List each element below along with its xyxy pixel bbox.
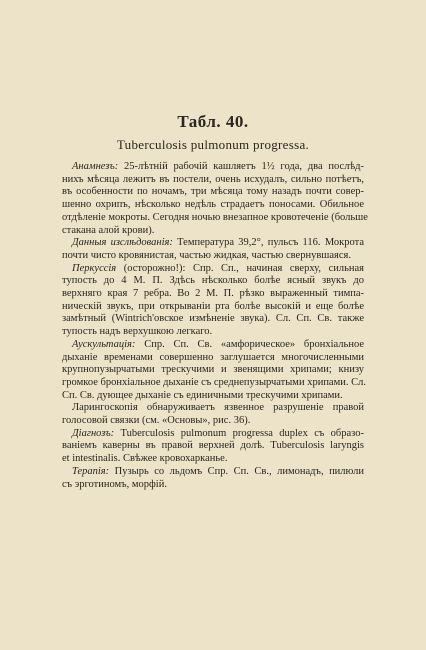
text-line: [62, 377, 364, 390]
text-line: [62, 174, 364, 187]
text-line: [62, 250, 364, 263]
line-text: громкое бронхiальное дыханiе съ среднепузырчатыми хрипами. Сл.: [62, 376, 366, 388]
text-line: [62, 288, 364, 301]
line-text: дыханiе временами совершенно заглушается многочисленными: [62, 351, 364, 363]
line-text: Температура 39,2°, пульсъ 116. Мокрота: [172, 237, 364, 249]
text-line: [62, 161, 364, 174]
text-line: [62, 440, 364, 453]
text-line: [62, 453, 364, 466]
section-label: Аускультацiя:: [72, 338, 136, 350]
text-line: [62, 466, 364, 479]
page-subtitle: Tuberculosis pulmonum progressa.: [116, 137, 310, 152]
line-text: стакана алой крови).: [62, 224, 155, 236]
text-line: [62, 390, 364, 403]
line-text: крупнопузырчатыми трескучими и звенящими хрипами; книзу: [62, 364, 364, 376]
section-label: Анамнезъ:: [72, 161, 119, 172]
page-title: Табл. 40.: [177, 112, 249, 131]
text-line: [62, 352, 364, 365]
line-text: Сп. Св. дующее дыханiе съ единичными трескучими хрипами.: [62, 389, 343, 401]
section-label: Данныя изслѣдованiя:: [72, 237, 173, 249]
line-text: Tuberculosis pulmonum progressa duplex съ образо-: [114, 427, 364, 439]
line-text: (осторожно!): Спр. Сп., начиная сверху, сильная: [116, 262, 364, 274]
line-text: нихъ мѣсяца лежитъ въ постели, очень исхудалъ, сильно потѣетъ,: [62, 173, 364, 185]
text-line: [62, 301, 364, 314]
line-text: et intestinalis. Свѣжее кровохарканье.: [62, 453, 228, 465]
line-text: верхняго края 7 ребра. Во 2 М. П. рѣзко выраженный тимпа-: [62, 288, 364, 300]
line-text: почти чисто кровянистая, частью жидкая, частью свернувшаяся.: [62, 249, 351, 261]
line-text: шенно охрипъ, нѣсколько недѣль страдаетъ поносами. Обильное: [62, 199, 364, 211]
paragraph: [62, 466, 364, 491]
paragraph: [62, 402, 364, 427]
paragraph: [62, 161, 368, 237]
text-line: [62, 211, 368, 225]
line-text: Пузырь со льдомъ Спр. Сп. Св., лимонадъ, пилюли: [109, 465, 364, 477]
section-label: Перкуссiя: [72, 262, 117, 274]
line-text: замѣтный (Wintrich'овское измѣненiе звука). Сл. Сп. Св. также: [62, 313, 364, 325]
line-text: Спр. Сп. Св. «амфорическое» бронхiальное: [135, 338, 364, 350]
line-text: тупость до 4 М. П. Здѣсь нѣсколько болѣе ясный звукъ до: [62, 275, 364, 287]
line-text: ническiй звукъ, при открыванiи рта болѣе высокiй и еще болѣе: [62, 300, 364, 312]
text-line: [62, 186, 364, 199]
paragraph: [62, 263, 364, 339]
text-line: [62, 237, 364, 250]
line-text: съ эрготиномъ, морфiй.: [62, 478, 167, 490]
text-line: [62, 339, 364, 352]
line-text: 25-лѣтнiй рабочiй кашляетъ 1½ года, два послѣд-: [118, 161, 364, 172]
paragraph: [62, 428, 364, 466]
text-line: [62, 275, 364, 288]
text-line: [62, 415, 364, 428]
paragraph: [62, 339, 364, 403]
text-line: [62, 364, 364, 377]
text-line: [62, 326, 364, 339]
document-body: [62, 161, 368, 491]
line-text: тупость надъ верхушкою легкаго.: [62, 326, 213, 338]
text-line: [62, 428, 364, 441]
line-text: голосовой связки (см. «Основы», рис. 36).: [62, 415, 251, 427]
section-label: Дiагнозъ:: [72, 427, 115, 439]
line-text: ванiемъ каверны въ правой верхней долѣ. Tuberculosis laryngis: [62, 440, 364, 452]
text-line: [62, 479, 364, 492]
text-line: [62, 263, 364, 276]
paragraph: [62, 237, 364, 262]
text-line: [62, 402, 364, 415]
text-line: [62, 225, 364, 238]
line-text: отдѣленiе мокроты. Сегодня ночью внезапное кровотеченiе (больше: [62, 211, 368, 223]
text-line: [62, 313, 364, 326]
line-text: Ларингоскопiя обнаруживаетъ язвенное разрушенiе правой: [72, 402, 364, 414]
section-label: Терапiя:: [72, 465, 110, 477]
line-text: въ особенности по ночамъ, три мѣсяца тому назадъ почти совер-: [62, 186, 364, 198]
text-line: [62, 199, 364, 212]
